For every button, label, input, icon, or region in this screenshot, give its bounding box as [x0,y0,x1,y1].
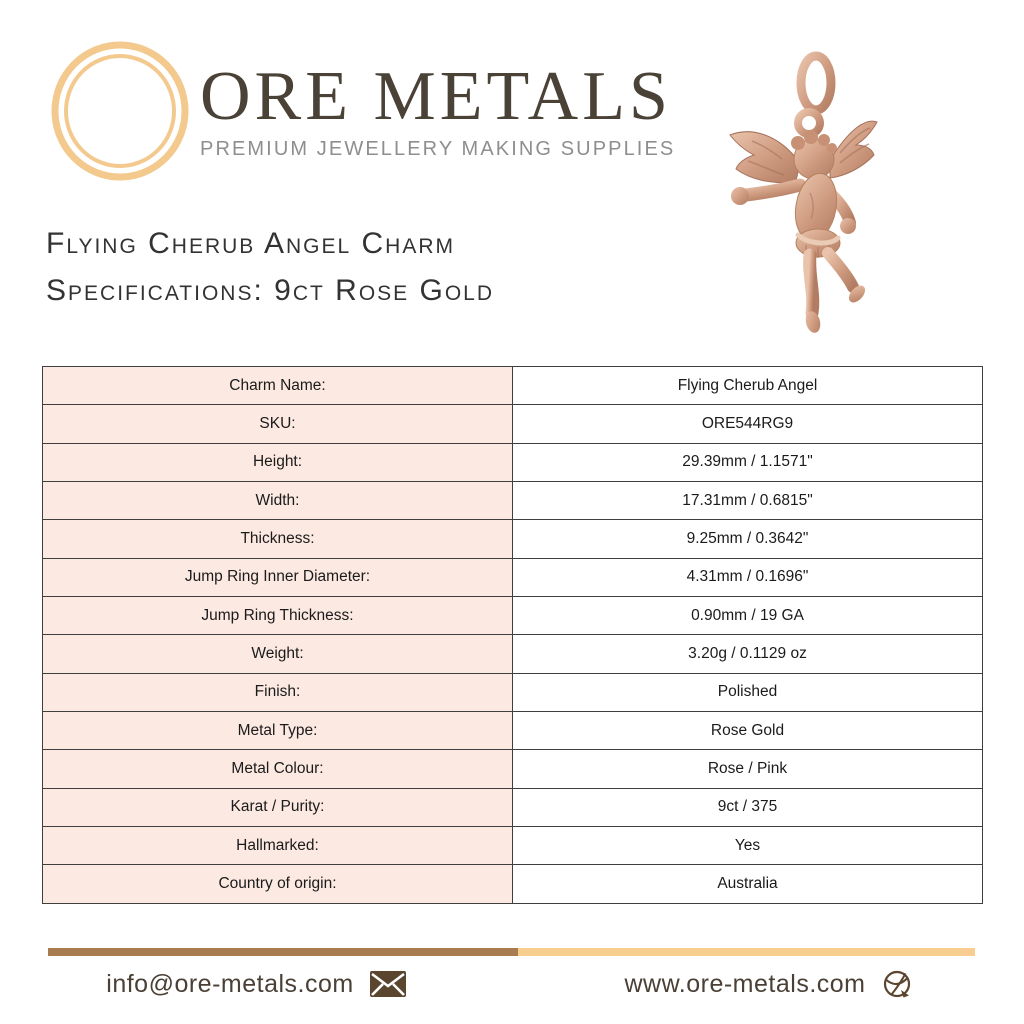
table-row [43,405,983,443]
left-wing [730,132,800,183]
double-ring-icon [50,40,190,182]
spec-label-cell: Hallmarked: [43,827,513,865]
table-row [43,635,983,673]
footer [0,962,1024,1006]
spec-value-cell: Australia [513,865,983,904]
right-fist [840,218,856,234]
table-row [43,750,983,788]
table-row [43,367,983,405]
spec-value-cell: 9.25mm / 0.3642" [513,520,983,558]
envelope-icon [370,971,406,997]
hair-curl [818,134,830,146]
jump-ring [801,56,831,110]
spec-label-cell: Metal Colour: [43,750,513,788]
table-row [43,673,983,711]
hair-curl [804,130,818,144]
title-line-2: Specifications: 9ct Rose Gold [46,274,495,307]
right-wing [830,121,877,178]
website-link[interactable]: www.ore-metals.com [624,969,866,998]
brand-block [200,58,676,161]
spec-value-cell: 17.31mm / 0.6815" [513,482,983,520]
cherub-charm-illustration [690,35,980,340]
footer-website-group [512,969,1024,999]
spec-value-cell: 9ct / 375 [513,788,983,826]
spec-label-cell: Jump Ring Thickness: [43,597,513,635]
product-image-cherub-charm [690,35,980,340]
table-row [43,482,983,520]
hair-curl [827,143,837,153]
table-row [43,443,983,481]
spec-value-cell: 4.31mm / 0.1696" [513,558,983,596]
page-title [46,220,494,314]
right-leg [828,253,853,287]
spec-label-cell: Country of origin: [43,865,513,904]
spec-value-cell: 3.20g / 0.1129 oz [513,635,983,673]
globe-icon [882,969,912,999]
spec-label-cell: Metal Type: [43,712,513,750]
spec-label-cell: Charm Name: [43,367,513,405]
spec-label-cell: Karat / Purity: [43,788,513,826]
divider-segment-dark [48,948,518,956]
spec-value-cell: Rose / Pink [513,750,983,788]
title-line-1: Flying Cherub Angel Charm [46,227,456,260]
email-link[interactable]: info@ore-metals.com [106,969,354,998]
spec-value-cell: 29.39mm / 1.1571" [513,443,983,481]
table-row [43,788,983,826]
spec-value-cell: ORE544RG9 [513,405,983,443]
spec-table-body [43,367,983,904]
table-row [43,865,983,904]
spec-value-cell: 0.90mm / 19 GA [513,597,983,635]
table-row [43,712,983,750]
hair-curl [791,136,805,150]
spec-label-cell: Jump Ring Inner Diameter: [43,558,513,596]
table-row [43,558,983,596]
footer-email-group [0,970,512,999]
left-fist [731,187,749,205]
spec-label-cell: Height: [43,443,513,481]
table-row [43,597,983,635]
spec-label-cell: Finish: [43,673,513,711]
footer-divider-bar [48,948,975,956]
divider-segment-light [518,948,975,956]
table-row [43,520,983,558]
brand-tagline: PREMIUM JEWELLERY MAKING SUPPLIES [200,138,676,160]
spec-table [42,366,983,904]
brand-logo-rings [50,40,190,182]
spec-label-cell: Thickness: [43,520,513,558]
spec-value-cell: Rose Gold [513,712,983,750]
spec-label-cell: Weight: [43,635,513,673]
spec-value-cell: Flying Cherub Angel [513,367,983,405]
spec-label-cell: Width: [43,482,513,520]
left-arm [746,185,800,195]
spec-value-cell: Yes [513,827,983,865]
spec-value-cell: Polished [513,673,983,711]
left-leg [810,255,813,313]
table-row [43,827,983,865]
spec-label-cell: SKU: [43,405,513,443]
brand-name: ORE METALS [200,58,672,135]
